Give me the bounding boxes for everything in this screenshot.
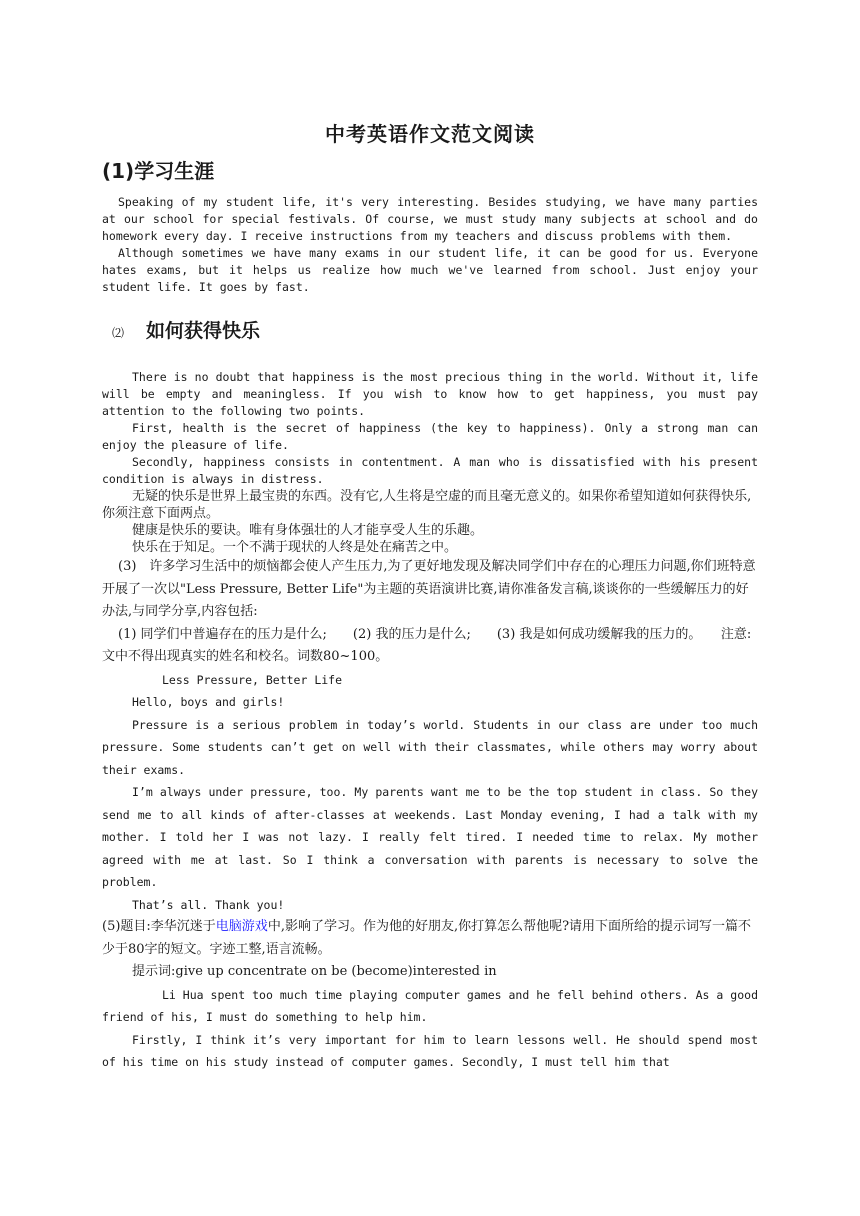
section1-heading: (1)学习生涯: [102, 159, 215, 183]
section1-paragraph-2: Although sometimes we have many exams in our student life, it can be good for us. Everyone hates exams, but it helps us realize how much we've learned from school. Just enjoy your student life. It goes by fast.: [102, 246, 758, 294]
section3-essay-title: Less Pressure, Better Life: [162, 672, 343, 687]
section2-paragraph-1: There is no doubt that happiness is the most precious thing in the world. Without it, life will be empty and meaningless. If you wish to know how to get happiness, you must pay attention to the following two points.: [102, 370, 758, 418]
section5-prompt-after: 中,影响了学习。作为他的好朋友,你打算怎么帮他呢?请用下面所给的提示词写一篇不少于80字的短文。字迹工整,语言流畅。: [102, 919, 752, 957]
section3-points: (1) 同学们中普遍存在的压力是什么; (2) 我的压力是什么; (3) 我是如何成功缓解我的压力的。 注意:文中不得出现真实的姓名和校名。词数80~100。: [102, 626, 752, 664]
section2-chinese-1: 无疑的快乐是世界上最宝贵的东西。没有它,人生将是空虚的而且毫无意义的。如果你希望知道如何获得快乐,你须注意下面两点。: [102, 489, 752, 521]
section5-prompt-link[interactable]: 电脑游戏: [215, 919, 268, 934]
section2-chinese-3: 快乐在于知足。一个不满于现状的人终是处在痛苦之中。: [132, 540, 458, 555]
section5-prompt: [102, 916, 758, 961]
section1-paragraph-1: Speaking of my student life, it's very interesting. Besides studying, we have many parties at our school for special festivals. Of course, we must study many subjects at school and do homework every day. I receive instructions from my teachers and discuss problems with them.: [102, 195, 758, 243]
section5-paragraph-1: Li Hua spent too much time playing computer games and he fell behind others. As a good friend of his, I must do something to help him.: [102, 987, 758, 1024]
section2-number: ⑵: [112, 326, 125, 340]
document-content: [102, 118, 758, 1074]
section2-chinese-2: 健康是快乐的要诀。唯有身体强壮的人才能享受人生的乐趣。: [132, 523, 484, 538]
section2-paragraph-2: First, health is the secret of happiness (the key to happiness). Only a strong man can enjoy the pleasure of life.: [102, 421, 758, 452]
section3-prompt: (3) 许多学习生活中的烦恼都会使人产生压力,为了更好地发现及解决同学们中存在的心理压力问题,你们班特意开展了一次以"Less Pressure, Better Life"为主题的英语演讲比赛,请你准备发言稿,谈谈你的一些缓解压力的好办法,与同学分享,内容包括:: [102, 559, 756, 619]
section5-paragraph-2: Firstly, I think it’s very important for him to learn lessons well. He should spend most of his time on his study instead of computer games. Secondly, I must tell him that: [102, 1032, 758, 1069]
section2-paragraph-3: Secondly, happiness consists in contentment. A man who is dissatisfied with his present condition is always in distress.: [102, 455, 758, 486]
page-title: 中考英语作文范文阅读: [325, 122, 535, 146]
section2-heading: [112, 316, 758, 343]
section2-title: 如何获得快乐: [146, 320, 261, 342]
section3-paragraph-1: Pressure is a serious problem in today’s world. Students in our class are under too much pressure. Some students can’t get on well with their classmates, while others may worry about their exams.: [102, 717, 758, 777]
section3-paragraph-2: I’m always under pressure, too. My parents want me to be the top student in class. So they send me to all kinds of after-classes at weekends. Last Monday evening, I had a talk with my mother. I told her I was not lazy. I really felt tired. I needed time to relax. My mother agreed with me at last. So I think a conversation with parents is necessary to solve the problem.: [102, 785, 758, 889]
section5-hints: 提示词:give up concentrate on be (become)interested in: [132, 964, 497, 979]
section3-greeting: Hello, boys and girls!: [132, 695, 285, 709]
section3-closing: That’s all. Thank you!: [132, 897, 285, 912]
section5-prompt-before: (5)题目:李华沉迷于: [102, 919, 216, 934]
